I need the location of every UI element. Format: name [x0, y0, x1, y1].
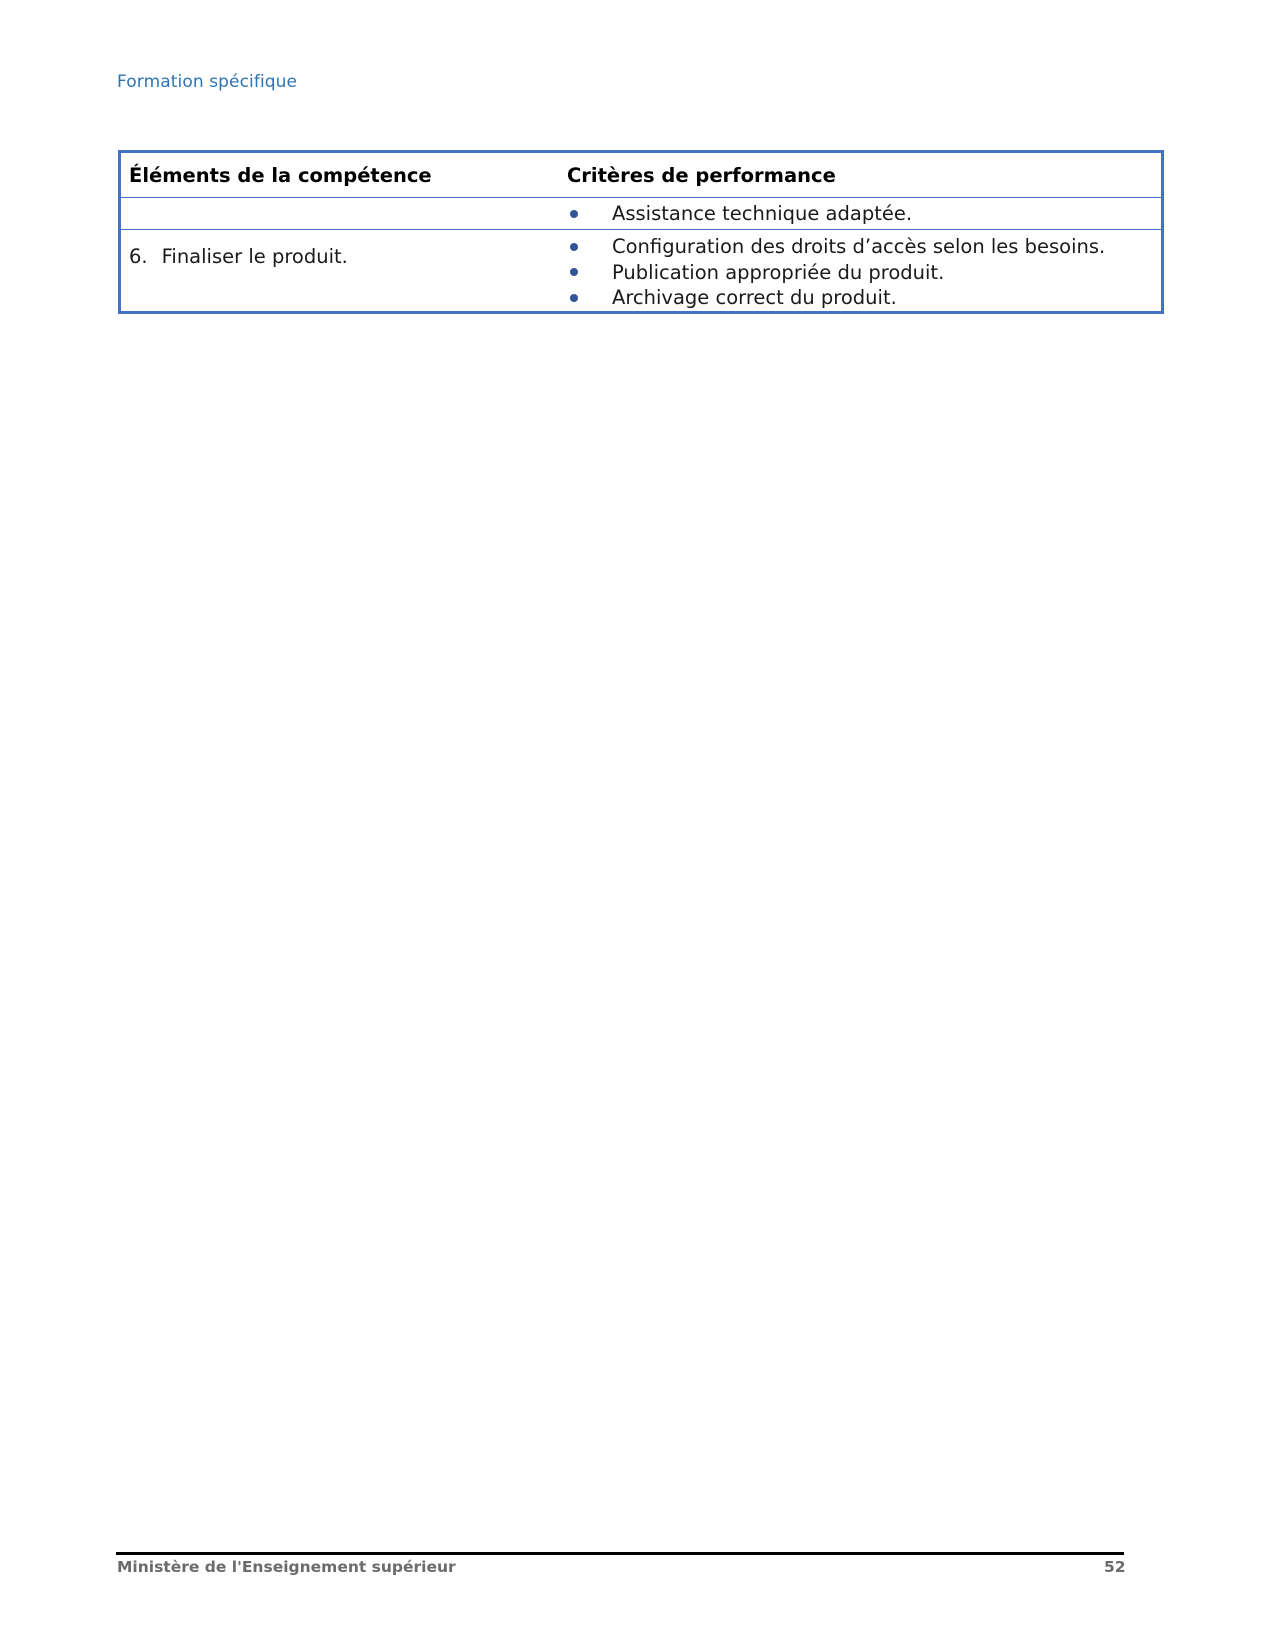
criteria-list	[567, 201, 1161, 227]
table-row	[121, 197, 1161, 229]
element-text: Finaliser le produit.	[161, 245, 348, 268]
criteria-cell	[559, 234, 1161, 311]
element-cell	[121, 234, 559, 270]
criteria-list	[567, 234, 1161, 311]
bullet-icon	[570, 268, 578, 276]
element-item	[129, 244, 559, 270]
criteria-text: Assistance technique adaptée.	[612, 201, 913, 225]
page-number: 52	[1104, 1558, 1126, 1576]
bullet-icon	[570, 210, 578, 218]
column-header-elements: Éléments de la compétence	[129, 163, 432, 187]
table-row	[121, 229, 1161, 311]
bullet-icon	[570, 243, 578, 251]
criteria-item	[567, 260, 1161, 286]
running-header-title: Formation spécifique	[117, 72, 298, 92]
competence-table	[118, 150, 1164, 314]
criteria-item	[567, 201, 1161, 227]
criteria-text: Configuration des droits d’accès selon les besoins.	[612, 235, 1106, 258]
column-header-cell	[559, 164, 1161, 187]
criteria-text: Publication appropriée du produit.	[612, 260, 945, 284]
element-number: 6.	[129, 245, 148, 268]
table-header-row	[121, 153, 1161, 197]
footer-divider	[116, 1552, 1124, 1555]
column-header-criteria: Critères de performance	[567, 163, 836, 187]
criteria-item	[567, 234, 1161, 260]
criteria-item	[567, 285, 1161, 311]
footer-organization: Ministère de l'Enseignement supérieur	[117, 1558, 456, 1576]
criteria-text: Archivage correct du produit.	[612, 286, 897, 309]
column-header-cell	[121, 164, 559, 187]
criteria-cell	[559, 201, 1161, 227]
bullet-icon	[570, 294, 578, 302]
